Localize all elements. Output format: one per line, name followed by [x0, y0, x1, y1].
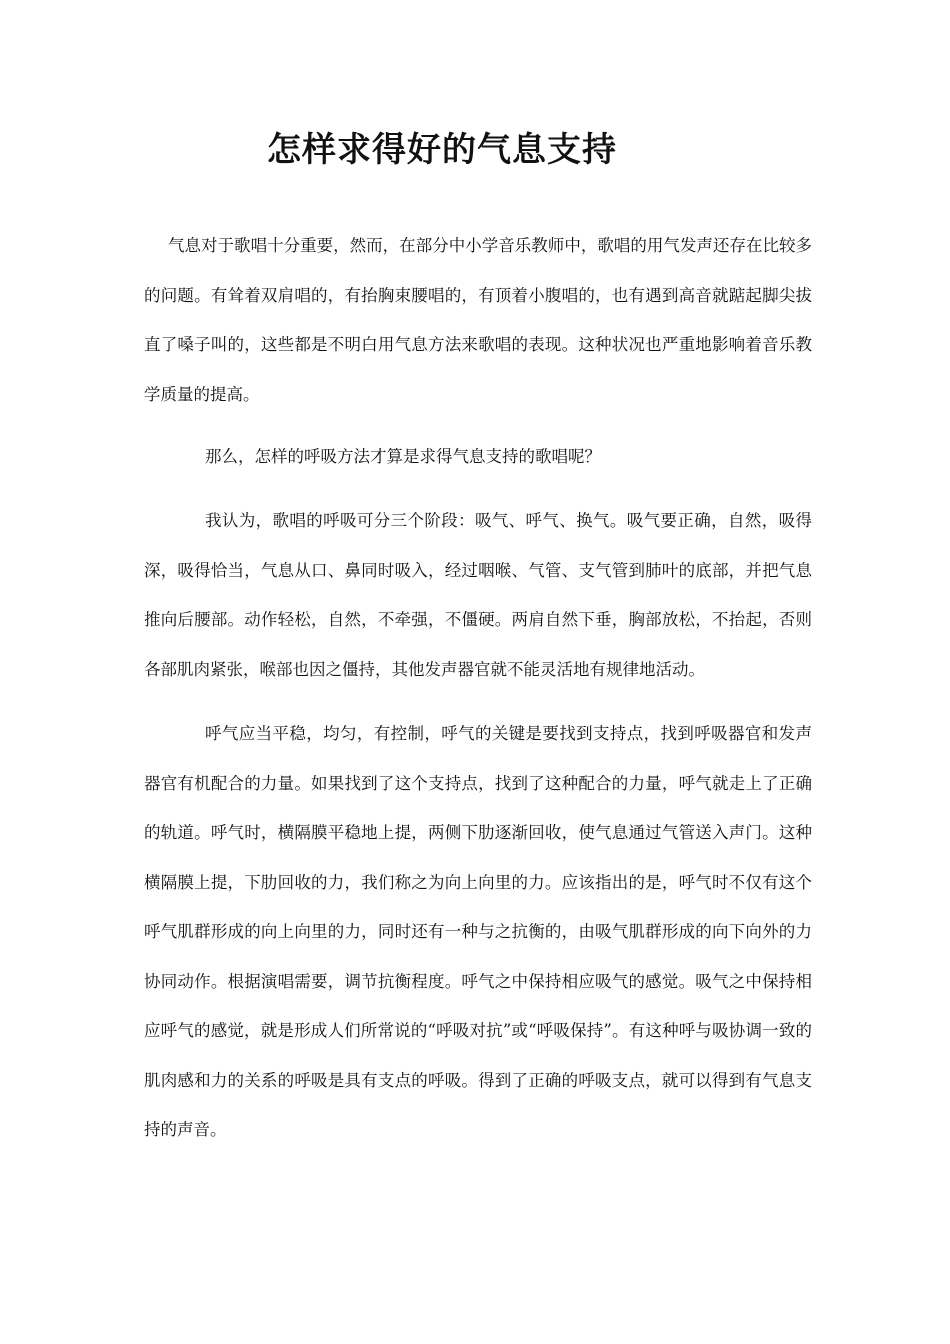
paragraph-intro: 气息对于歌唱十分重要，然而，在部分中小学音乐教师中，歌唱的用气发声还存在比较多的问题。有耸着双肩唱的，有抬胸束腰唱的，有顶着小腹唱的，也有遇到高音就踮起脚尖拔直了嗓子叫的，这些都是不明白用气息方法来歌唱的表现。这种状况也严重地影响着音乐教学质量的提高。 [144, 236, 812, 404]
paragraph-exhalation: 呼气应当平稳，均匀，有控制，呼气的关键是要找到支持点，找到呼吸器官和发声器官有机配合的力量。如果找到了这个支持点，找到了这种配合的力量，呼气就走上了正确的轨道。呼气时，横隔膜平稳地上提，两侧下肋逐渐回收，使气息通过气管送入声门。这种横隔膜上提，下肋回收的力，我们称之为向上向里的力。应该指出的是，呼气时不仅有这个呼气肌群形成的向上向里的力，同时还有一种与之抗衡的，由吸气肌群形成的向下向外的力协同动作。根据演唱需要，调节抗衡程度。呼气之中保持相应吸气的感觉。吸气之中保持相应呼气的感觉，就是形成人们所常说的“呼吸对抗”或“呼吸保持”。有这种呼与吸协调一致的肌肉感和力的关系的呼吸是具有支点的呼吸。得到了正确的呼吸支点，就可以得到有气息支持的声音。 [144, 724, 812, 1139]
document-title: 怎样求得好的气息支持 [267, 130, 617, 170]
paragraph-inhalation: 我认为，歌唱的呼吸可分三个阶段：吸气、呼气、换气。吸气要正确，自然，吸得深，吸得恰当，气息从口、鼻同时吸入，经过咽喉、气管、支气管到肺叶的底部，并把气息推向后腰部。动作轻松，自然，不牵强，不僵硬。两肩自然下垂，胸部放松，不抬起，否则各部肌肉紧张，喉部也因之僵持，其他发声器官就不能灵活地有规律地活动。 [144, 511, 812, 679]
paragraph-question: 那么，怎样的呼吸方法才算是求得气息支持的歌唱呢？ [205, 447, 601, 466]
